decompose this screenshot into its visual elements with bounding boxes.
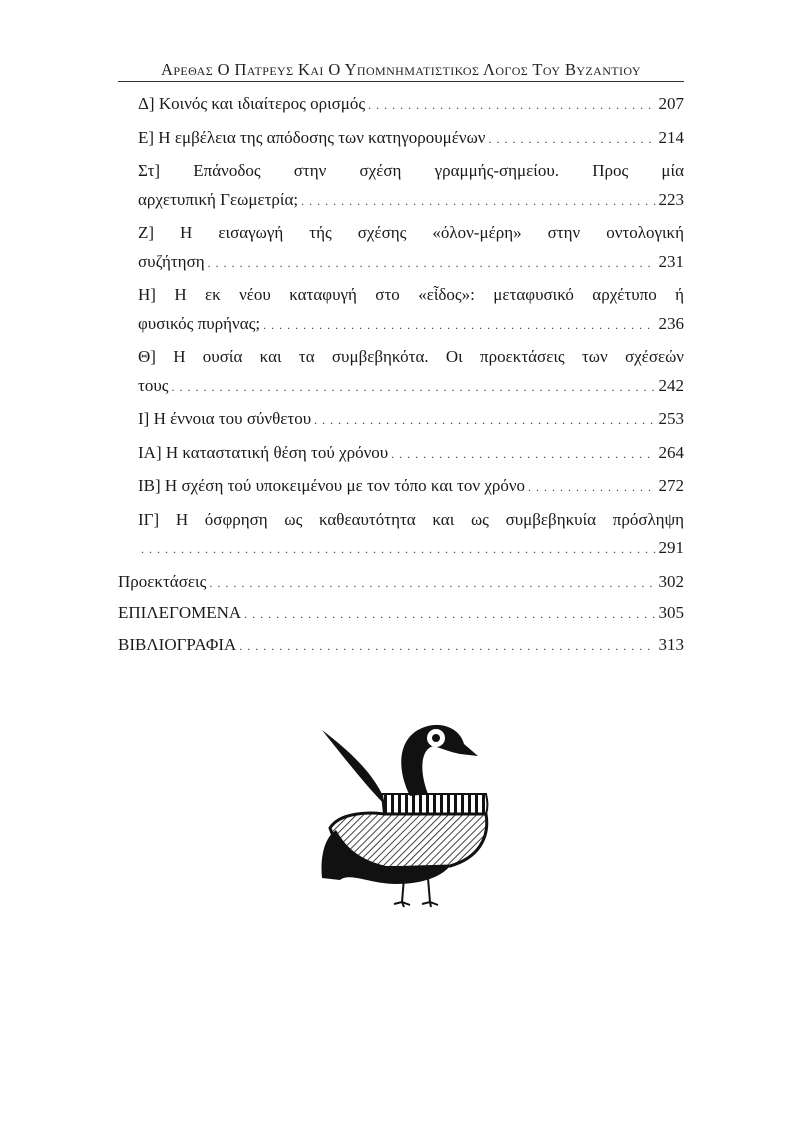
- header-rule: [118, 81, 684, 82]
- dot-leader: [239, 632, 655, 661]
- toc-entry-title: Ι] Η έννοια του σύνθετου: [138, 409, 312, 428]
- toc-entry-title-line: Στ] Επάνοδος στην σχέση γραμμής-σημείου. Προς μία: [138, 161, 684, 180]
- dot-leader: [301, 187, 655, 216]
- dot-leader: [528, 473, 655, 502]
- toc-entry[interactable]: [118, 472, 684, 502]
- toc-entry-page: 242: [658, 375, 684, 395]
- toc-entry[interactable]: [118, 343, 684, 401]
- toc-section[interactable]: [118, 599, 684, 629]
- toc-entry[interactable]: [118, 439, 684, 469]
- table-of-contents: [118, 90, 684, 662]
- toc-entry[interactable]: [118, 124, 684, 154]
- dot-leader: [171, 373, 655, 402]
- toc-entry-page: 207: [658, 94, 684, 113]
- dot-leader: [314, 406, 655, 435]
- toc-entry-title-line: Η] Η εκ νέου καταφυγή στο «εἶδος»: μεταφυσικό αρχέτυπο ή: [138, 285, 684, 304]
- toc-entry-page: 264: [658, 442, 684, 462]
- toc-entry[interactable]: [118, 157, 684, 215]
- toc-section-title: ΒΙΒΛΙΟΓΡΑΦΙΑ: [118, 634, 237, 654]
- toc-entry-title-line: Θ] Η ουσία και τα συμβεβηκότα. Οι προεκτάσεις των σχέσεών: [138, 347, 684, 366]
- toc-section[interactable]: [118, 631, 684, 661]
- toc-entry-page: 214: [658, 127, 684, 147]
- toc-entry-page: 236: [658, 313, 684, 333]
- dot-leader: [263, 311, 655, 340]
- dot-leader: [391, 440, 655, 469]
- dot-leader: [209, 569, 655, 598]
- toc-entry-page: 272: [658, 476, 684, 495]
- toc-section-page: 313: [658, 634, 684, 654]
- toc-section-page: 305: [658, 603, 684, 622]
- toc-entry-title-cont: αρχετυπική Γεωμετρία;: [138, 189, 299, 209]
- toc-entry-title-cont: συζήτηση: [138, 251, 205, 271]
- toc-entry[interactable]: [118, 90, 684, 120]
- dot-leader: [208, 249, 656, 278]
- bird-ornament-icon: [300, 708, 500, 908]
- toc-section-title: ΕΠΙΛΕΓΟΜΕΝΑ: [118, 603, 242, 622]
- toc-entry-title-line: Ζ] Η εισαγωγή τής σχέσης «όλον-μέρη» στην οντολογική: [138, 223, 684, 242]
- toc-entry-title: ΙΒ] Η σχέση τού υποκειμένου με τον τόπο και τον χρόνο: [138, 476, 526, 495]
- toc-entry-title: ΙΑ] Η καταστατική θέση τού χρόνου: [138, 442, 389, 462]
- toc-entry[interactable]: [118, 219, 684, 277]
- toc-entry-title: Ε] Η εμβέλεια της απόδοσης των κατηγορουμένων: [138, 127, 486, 147]
- toc-entry-title: Δ] Κοινός και ιδιαίτερος ορισμός: [138, 94, 366, 113]
- toc-entry-page: 291: [658, 538, 684, 557]
- dot-leader: [244, 600, 655, 629]
- dot-leader: [368, 91, 655, 120]
- toc-entry-page: 231: [658, 251, 684, 271]
- toc-entry[interactable]: [118, 281, 684, 339]
- toc-section-page: 302: [658, 571, 684, 591]
- toc-entry[interactable]: [118, 506, 684, 564]
- toc-entry-page: 223: [658, 189, 684, 209]
- running-head: Αρεθας Ο Πατρευς Και Ο Υπομνηματιστικος Λογος Του Βυζαντιου: [161, 60, 641, 79]
- toc-entry-title-cont: φυσικός πυρήνας;: [138, 313, 261, 333]
- toc-section[interactable]: [118, 568, 684, 598]
- toc-entry-title-cont: τους: [138, 375, 169, 395]
- toc-entry-page: 253: [658, 409, 684, 428]
- dot-leader: [141, 535, 656, 564]
- toc-entry[interactable]: [118, 405, 684, 435]
- toc-entry-title-line: ΙΓ] Η όσφρηση ως καθεαυτότητα και ως συμβεβηκυία πρόσληψη: [138, 509, 684, 529]
- toc-section-title: Προεκτάσεις: [118, 571, 207, 591]
- dot-leader: [488, 125, 655, 154]
